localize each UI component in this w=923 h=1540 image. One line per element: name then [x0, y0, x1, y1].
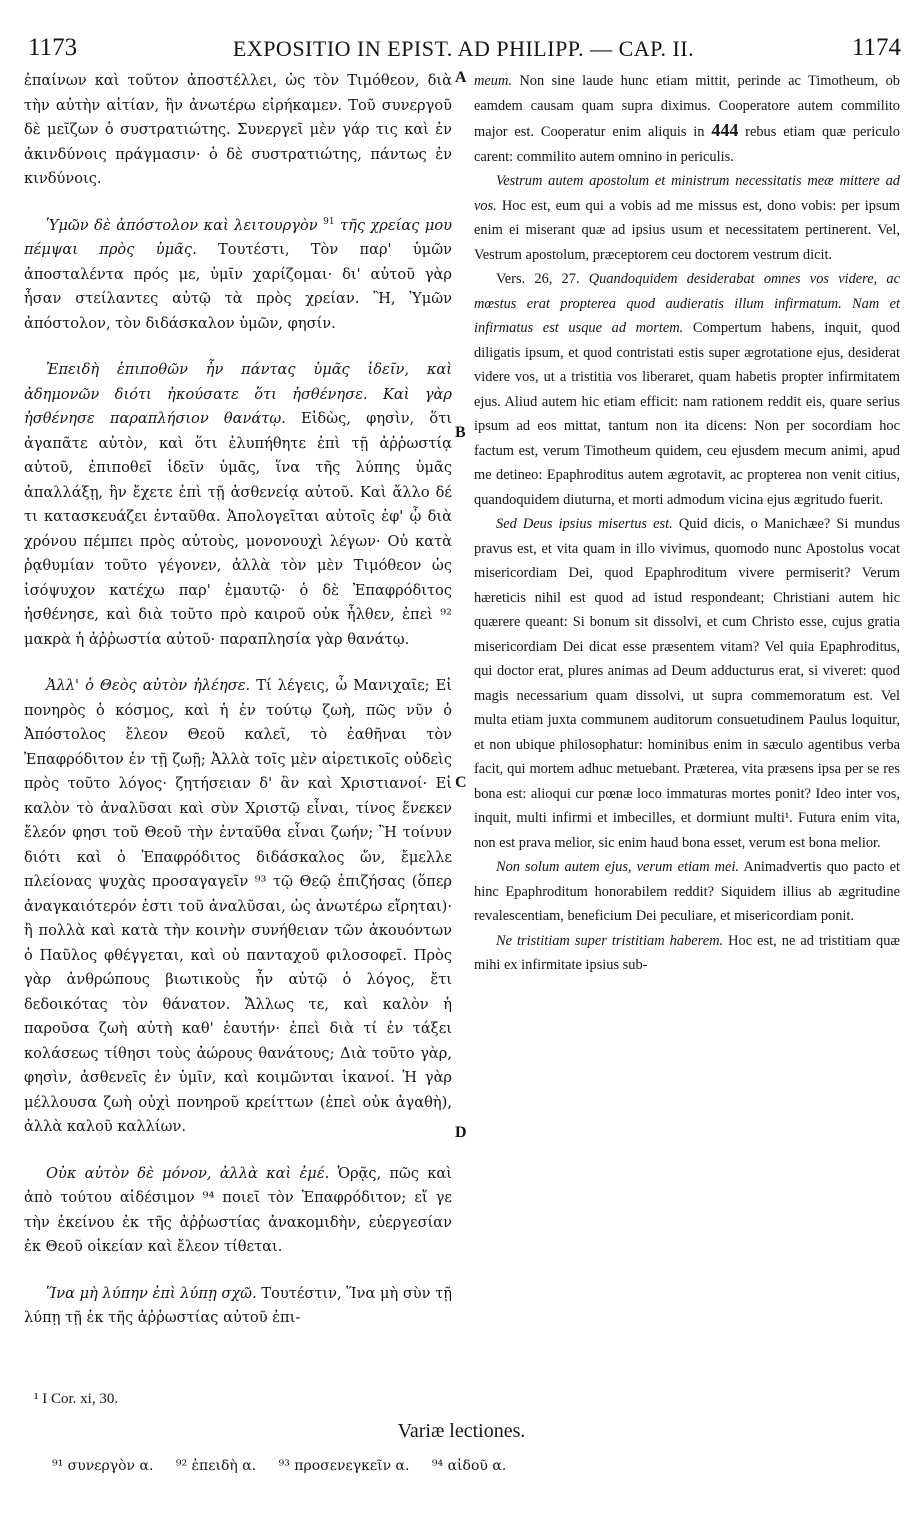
verse-reference: Vers. 26, 27.	[496, 271, 580, 287]
variant-reading: ⁹⁴ αἰδοῦ α.	[431, 1458, 507, 1474]
margin-letter-c: C	[455, 774, 467, 791]
running-title: EXPOSITIO IN EPIST. AD PHILIPP. — CAP. II.	[232, 36, 695, 61]
handwritten-number: 444	[711, 120, 739, 140]
margin-letter-b: B	[455, 424, 466, 441]
greek-paragraph: ἐπαίνων καὶ τοῦτον ἀποστέλλει, ὡς τὸν Τιμόθεον, διὰ τὴν αὐτὴν αἰτίαν, ἣν ἀνωτέρω εἰρήκαμεν. Τοῦ συνεργοῦ δὲ μεῖζων ὁ συστρατιώτης. Συνεργεῖ μὲν γάρ τις καὶ ἐν ἀκινδύνοις πράγμασιν· ὁ δὲ συστρατιώτης, πάντως ἐν κινδύνοις.	[24, 72, 452, 187]
variae-lectiones-title: Variæ lectiones.	[397, 1420, 526, 1442]
variant-reading: ⁹¹ συνεργὸν α.	[52, 1458, 154, 1474]
variae-lectiones-list	[52, 1458, 524, 1474]
footnote: ¹ I Cor. xi, 30.	[34, 1391, 119, 1407]
latin-paragraph: Non solum autem ejus, verum etiam mei. Animadvertis quo pacto et hinc Epaphroditum honorabilem reddit? Siquidem illius ab ægritudine revalescentiam, beneficium Dei peculiare, et misericordiam ponit.	[474, 859, 900, 924]
greek-paragraph: Ὑμῶν δὲ ἀπόστολον καὶ λειτουργὸν $^{91}$ τῆς χρείας μου πέμψαι πρὸς ὑμᾶς. Τουτέστι, Τὸν παρ' ὑμῶν ἀποσταλέντα πρός με, ὑμῖν χαρίζομαι· δι' αὐτοῦ γὰρ ἦσαν στείλαντες αὐτῷ τὰ πρὸς χρείαν. Ἢ, Ὑμῶν ἀπόστολον, τὸν διδάσκαλον ὑμῶν, φησίν.	[24, 216, 453, 332]
variant-reading: ⁹³ προσενεγκεῖν α.	[278, 1458, 410, 1474]
latin-paragraph: meum. Non sine laude hunc etiam mittit, perinde ac Timotheum, ob eamdem causam quam supra diximus. Cooperatore autem commilito major est. Cooperatur enim aliquis in 444 rebus etiam quæ periculo carent: commilito autem omnino in periculis.	[474, 73, 900, 165]
greek-column	[24, 69, 452, 1331]
margin-letter-d: D	[455, 1124, 467, 1141]
greek-paragraph: Οὐκ αὐτὸν δὲ μόνον, ἀλλὰ καὶ ἐμέ. Ὁρᾷς, πῶς καὶ ἀπὸ τούτου αἰδέσιμον ⁹⁴ ποιεῖ τὸν Ἐπαφρόδιτον; εἴ γε τὴν ἐκείνου ἐκ τῆς ἀῤῥωστίας ἀνακομιδὴν, εὐεργεσίαν ἐκ Θεοῦ οἰκείαν καὶ ἔλεον τίθεται.	[24, 1164, 452, 1255]
greek-paragraph: Ἀλλ' ὁ Θεὸς αὐτὸν ἠλέησε. Τί λέγεις, ὦ Μανιχαῖε; Εἰ πονηρὸς ὁ κόσμος, καὶ ἡ ἐν τούτῳ ζωὴ, πῶς νῦν ὁ Ἀπόστολος ἔλεον Θεοῦ καλεῖ, τὸ ἐαθῆναι τὸν Ἐπαφρόδιτον ἐν τῇ ζωῇ; Ἀλλὰ τοῖς μὲν αἱρετικοῖς οὐδεὶς πρὸς τοῦτο λόγος· ζητήσειαν δ' ἂν καὶ Χριστιανοί· Εἰ καλὸν τὸ ἀναλῦσαι καὶ σὺν Χριστῷ εἶναι, τίνος ἕνεκεν ἔλεόν φησι τοῦ Θεοῦ τὴν ἐνταῦθα εἶναι ζωήν; Ἢ τοίνυν διότι καὶ ὁ Ἐπαφρόδιτος διδάσκαλος ὤν, ἔμελλε πλείονας ψυχὰς προσαγαγεῖν ⁹³ τῷ Θεῷ ἐπιζήσας (ὅπερ ἀναγκαιότερόν ἐστι τοῦ ἀναλῦσαι, ὡς ἀνωτέρω εἴρηται)· ἢ πολλὰ καὶ κατὰ τὴν κοινὴν συνήθειαν τῶν ἀκουόντων ὁ Παῦλος φθέγγεται, καὶ οὐ πανταχοῦ φιλοσοφεῖ. Πρὸς γὰρ ἀνθρώπους βιωτικοὺς ἦν αὐτῷ ὁ λόγος, ἔτι δεδοικότας τὸν θάνατον. Ἄλλως τε, καὶ καλὸν ἡ παροῦσα ζωὴ αὐτὴ καθ' ἑαυτήν· ἐπεὶ διὰ τί ἐν τάξει κολάσεως τίθησι τοὺς ἀώρους θανάτους; Διὰ τοῦτο γὰρ, φησὶν, ἀσθενεῖς ἐν ὑμῖν, καὶ κοιμῶνται ἱκανοί. Ἡ γὰρ μέλλουσα ζωὴ οὐχὶ πονηροῦ κρείττων (ἐπεὶ οὐκ ἀγαθὴ), ἀλλὰ καλοῦ καλλίων.	[24, 677, 453, 1135]
variant-reading: ⁹² ἐπειδὴ α.	[175, 1458, 257, 1474]
latin-paragraph: Vers. 26, 27. Quandoquidem desiderabat omnes vos videre, ac mœstus erat propterea quod audieratis illum infirmatum. Nam et infirmatus est usque ad mortem. Compertum habens, inquit, quod diligatis ipsum, et quod contristati estis super ægrotatione ejus, desiderat videre vos, ut a tristitia vos liberaret, quam habetis propter infirmitatem ejus. Aliud autem hic etiam efficit: nam rationem reddit eis, quare serius ipsum ad eos mittat, tantum non ita dicens: Non per socordiam hoc factum est, verum Timotheum quidem, ceu ejusdem mecum animi, apud me detineo: Epaphroditus autem ægrotavit, ac propterea non venit citius, quandoquidem diuturna, et morti admodum vicina ejus ægritudo fuerit.	[474, 271, 900, 508]
page-number-right: 1174	[851, 34, 901, 61]
latin-paragraph: Ne tristitiam super tristitiam haberem. Hoc est, ne ad tristitiam quæ mihi ex infirmitate ipsius sub-	[474, 932, 900, 973]
margin-letter-a: A	[455, 69, 467, 86]
latin-column	[474, 69, 900, 978]
latin-paragraph: Vestrum autem apostolum et ministrum necessitatis meæ mittere ad vos. Hoc est, eum qui a vobis ad me missus est, dono vobis: per ipsum enim ei miserant quæ ad ipsius usum et necessitatem pertinerent. Vel, Vestrum apostolum, præceptorem ceu doctorem vestrum dicit.	[474, 173, 900, 263]
page-header	[22, 34, 905, 64]
greek-paragraph: Ἐπειδὴ ἐπιποθῶν ἦν πάντας ὑμᾶς ἰδεῖν, καὶ ἀδημονῶν διότι ἠκούσατε ὅτι ἠσθένησε. Καὶ γὰρ ἠσθένησε παραπλήσιον θανάτῳ. Εἰδὼς, φησὶν, ὅτι ἀγαπᾶτε αὐτὸν, καὶ ὅτι ἐλυπήθητε ἐπὶ τῇ ἀῤῥωστίᾳ αὐτοῦ, ἐπιποθεῖ ἰδεῖν ὑμᾶς, ἵνα τῆς λύπης ὑμᾶς ἀπαλλάξῃ, ἣν ἔχετε ἐπὶ τῇ ἀσθενείᾳ αὐτοῦ. Καὶ ἄλλο δέ τι κατασκευάζει ἐνταῦθα. Ἀπολογεῖται αὐτοῖς ἐφ' ᾧ διὰ χρόνου πέμπει πρὸς αὐτοὺς, μονονουχὶ λέγων· Οὐ κατὰ ῥᾳθυμίαν τοῦτο γέγονεν, ἀλλὰ τὸν μὲν Τιμόθεον ὡς ἰσόψυχον κατέχω παρ' ἐμαυτῷ· ὁ δὲ Ἐπαφρόδιτος ἠσθένησε, καὶ διὰ τοῦτο πρὸ καιροῦ οὐκ ἦλθεν, ἐπεὶ ⁹² μακρὰ ἡ ἀῤῥωστία αὐτοῦ· παραπλησία γὰρ θανάτῳ.	[24, 361, 453, 648]
greek-paragraph: Ἵνα μὴ λύπην ἐπὶ λύπῃ σχῶ. Τουτέστιν, Ἵνα μὴ σὺν τῇ λύπῃ τῇ ἐκ τῆς ἀῤῥωστίας αὐτοῦ ἐπι-	[24, 1284, 453, 1326]
latin-paragraph: Sed Deus ipsius misertus est. Quid dicis, o Manichæe? Si mundus pravus est, et vita quam in illo vivimus, quomodo nunc Apostolus vocat misericordiam Dei, quod Epaphroditum vivere permiserit? Verum hæreticis nihil est quod ad istud respondeant; Christiani autem hic quærere queant: Si bonum sit dissolvi, et cum Christo esse, cujus gratia misericordiam Dei dicat esse præsentem vitam? Vel quia Epaphroditus, qui doctor erat, plures animas ad Deum adducturus erat, si viveret: quod magis necessarium quam dissolvi, ut supra commemoratum est. Vel multa etiam juxta communem auditorum consuetudinem Paulus loquitur, et non ubique philosophatur: hominibus enim in sæculo agentibus verba facit, qui mortem adhuc metuebant. Præterea, vita præsens ipsa per se res bona est: alioqui cur pœnæ loco immaturas mortes ponit? Ideo inter vos, inquit, multi infirmi et imbecilles, et dormiunt multi¹. Futura enim vita, non est prava melior, sic enim haud bona esset, verum est bona melior.	[474, 516, 901, 851]
page-number-left: 1173	[28, 34, 78, 61]
